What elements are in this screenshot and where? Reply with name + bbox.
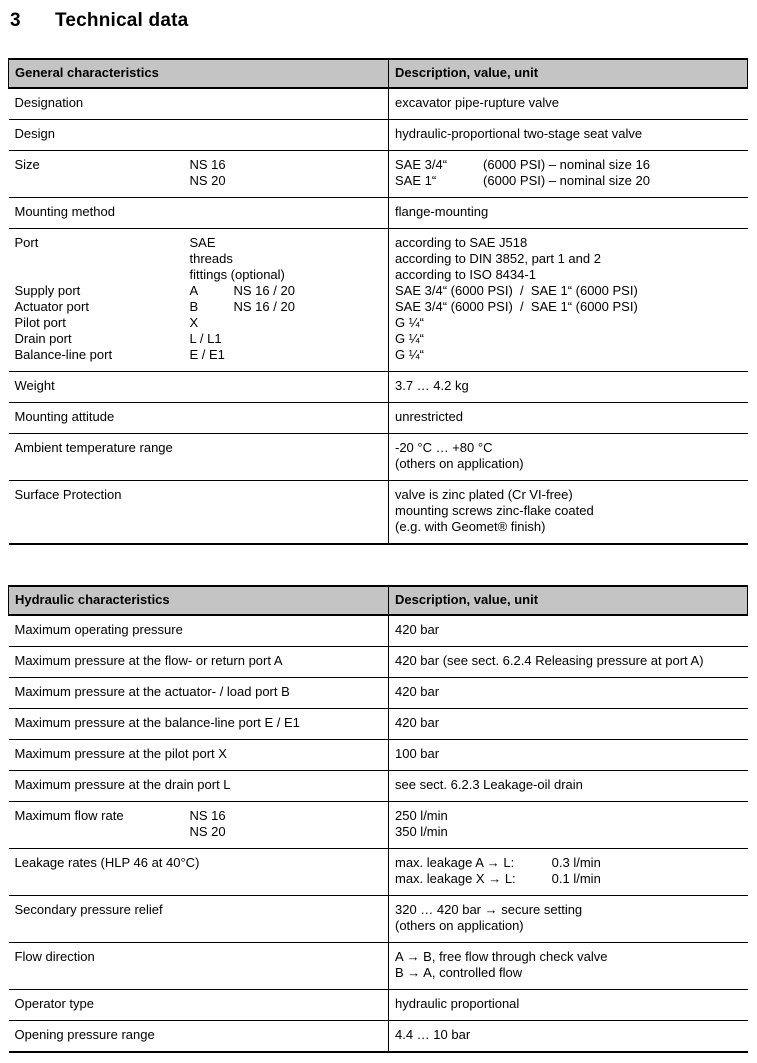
value-text: 420 bar — [395, 622, 440, 637]
row-value-cell — [389, 647, 748, 678]
row-value-lines — [395, 1027, 742, 1043]
row-label-line — [15, 331, 383, 347]
row-label-line — [15, 824, 383, 840]
table-row — [9, 615, 748, 647]
row-label-cell — [9, 647, 389, 678]
section-title: Technical data — [55, 10, 189, 31]
value-text: according to DIN 3852, part 1 and 2 — [395, 251, 601, 266]
row-value-lines — [395, 684, 742, 700]
value-text: 250 l/min — [395, 808, 448, 823]
row-label-cell — [9, 151, 389, 198]
row-label-cell — [9, 990, 389, 1021]
value-text: max. leakage X → L: — [395, 871, 516, 886]
table-row — [9, 151, 748, 198]
label-code: E / E1 — [189, 347, 225, 362]
row-label-line — [15, 173, 383, 189]
row-label-line — [15, 315, 383, 331]
label-code: A — [189, 283, 199, 298]
table-general-characteristics — [8, 58, 748, 545]
table-body — [9, 615, 748, 1052]
row-value-cell — [389, 943, 748, 990]
row-value-lines — [395, 95, 742, 111]
label-text: Pilot port — [14, 315, 66, 330]
row-value-cell — [389, 896, 748, 943]
row-label-cell — [9, 678, 389, 709]
value-text: -20 °C … +80 °C — [395, 440, 493, 455]
label-code: NS 20 — [189, 824, 226, 839]
label-text: Maximum flow rate — [14, 808, 124, 823]
row-label-line — [15, 251, 383, 267]
label-code: L / L1 — [189, 331, 222, 346]
row-value-cell — [389, 678, 748, 709]
label-text: Maximum operating pressure — [14, 622, 183, 637]
value-text: SAE 3/4“ (6000 PSI) / SAE 1“ (6000 PSI) — [395, 299, 638, 314]
row-label-line — [15, 299, 383, 315]
row-value-lines — [395, 715, 742, 731]
row-value-cell — [389, 1021, 748, 1053]
label-text: Opening pressure range — [14, 1027, 155, 1042]
table-hydraulic-characteristics — [8, 585, 748, 1053]
row-value-lines — [395, 996, 742, 1012]
value-text: mounting screws zinc-flake coated — [395, 503, 594, 518]
row-label-line — [15, 996, 383, 1012]
label-text: Design — [14, 126, 55, 141]
row-label-line — [15, 902, 383, 918]
label-text: Operator type — [14, 996, 94, 1011]
value-text: SAE 3/4“ — [395, 157, 448, 172]
table-row — [9, 943, 748, 990]
label-text — [15, 251, 190, 267]
label-code: threads — [189, 251, 233, 266]
table-row — [9, 678, 748, 709]
value-text: valve is zinc plated (Cr VI-free) — [395, 487, 573, 502]
row-label-line — [15, 487, 383, 503]
row-label-line — [15, 267, 383, 283]
label-text: Leakage rates (HLP 46 at 40°C) — [14, 855, 200, 870]
value-text: 420 bar — [395, 715, 440, 730]
table-row — [9, 740, 748, 771]
table-row — [9, 120, 748, 151]
row-value-cell — [389, 802, 748, 849]
value-amount: (6000 PSI) – nominal size 16 — [483, 157, 650, 172]
row-label-cell — [9, 88, 389, 120]
row-value-cell — [389, 615, 748, 647]
row-value-cell — [389, 198, 748, 229]
value-text: hydraulic-proportional two-stage seat valve — [395, 126, 643, 141]
table-row — [9, 88, 748, 120]
row-label-cell — [9, 372, 389, 403]
value-text: see sect. 6.2.3 Leakage-oil drain — [395, 777, 583, 792]
row-value-cell — [389, 481, 748, 545]
label-text: Ambient temperature range — [14, 440, 173, 455]
row-label-line — [15, 283, 383, 299]
value-text: max. leakage A → L: — [395, 855, 515, 870]
value-text: unrestricted — [395, 409, 463, 424]
row-value-lines — [395, 777, 742, 793]
row-value-cell — [389, 151, 748, 198]
label-code: fittings (optional) — [189, 267, 285, 282]
row-label-line — [15, 95, 383, 111]
table-body — [9, 88, 748, 544]
table-row — [9, 849, 748, 896]
label-code: NS 16 — [189, 157, 226, 172]
label-code: B — [189, 299, 199, 314]
page-title — [10, 10, 748, 32]
table-header-right: Description, value, unit — [389, 59, 748, 88]
label-text: Maximum pressure at the flow- or return port A — [14, 653, 283, 668]
table-header-left: General characteristics — [9, 59, 389, 88]
value-amount: 0.3 l/min — [551, 855, 601, 870]
tables-container — [8, 58, 748, 1053]
row-label-line — [15, 777, 383, 793]
label-text — [15, 824, 190, 840]
table-row — [9, 372, 748, 403]
value-text: A → B, free flow through check valve — [395, 949, 608, 964]
row-value-lines — [395, 204, 742, 220]
label-text — [15, 173, 190, 189]
value-text: 100 bar — [395, 746, 440, 761]
value-text: 350 l/min — [395, 824, 448, 839]
value-text: (e.g. with Geomet® finish) — [395, 519, 546, 534]
label-text: Balance-line port — [14, 347, 113, 362]
row-value-lines — [395, 949, 742, 981]
row-label-cell — [9, 771, 389, 802]
row-label-cell — [9, 434, 389, 481]
label-code: NS 16 — [189, 808, 226, 823]
table-header-right: Description, value, unit — [389, 586, 748, 615]
label-size: NS 16 / 20 — [233, 283, 295, 298]
row-value-lines — [395, 902, 742, 934]
row-label-cell — [9, 740, 389, 771]
row-value-lines — [395, 746, 742, 762]
row-label-line — [15, 808, 383, 824]
table-row — [9, 434, 748, 481]
value-text: G ¼“ — [395, 331, 424, 346]
value-text: according to SAE J518 — [395, 235, 528, 250]
table-row — [9, 896, 748, 943]
label-text: Maximum pressure at the pilot port X — [14, 746, 227, 761]
label-text: Secondary pressure relief — [14, 902, 163, 917]
table-row — [9, 647, 748, 678]
value-text: 3.7 … 4.2 kg — [395, 378, 469, 393]
label-text: Maximum pressure at the balance-line port E / E1 — [14, 715, 300, 730]
row-label-cell — [9, 120, 389, 151]
label-code: X — [189, 315, 199, 330]
row-value-lines — [395, 409, 742, 425]
value-text: G ¼“ — [395, 347, 424, 362]
row-label-cell — [9, 709, 389, 740]
row-label-line — [15, 715, 383, 731]
value-text: (others on application) — [395, 456, 524, 471]
value-text: SAE 1“ — [395, 173, 437, 188]
row-label-cell — [9, 403, 389, 434]
value-text: G ¼“ — [395, 315, 424, 330]
value-text: according to ISO 8434-1 — [395, 267, 536, 282]
row-label-line — [15, 622, 383, 638]
row-label-line — [15, 1027, 383, 1043]
value-text: 4.4 … 10 bar — [395, 1027, 471, 1042]
section-number: 3 — [10, 10, 21, 31]
value-text: (others on application) — [395, 918, 524, 933]
row-label-cell — [9, 229, 389, 372]
value-text: flange-mounting — [395, 204, 489, 219]
value-text: B → A, controlled flow — [395, 965, 523, 980]
table-row — [9, 802, 748, 849]
label-text: Weight — [14, 378, 55, 393]
row-value-lines — [395, 808, 742, 840]
row-value-cell — [389, 229, 748, 372]
table-row — [9, 198, 748, 229]
row-value-cell — [389, 434, 748, 481]
value-text: hydraulic proportional — [395, 996, 520, 1011]
row-value-cell — [389, 990, 748, 1021]
row-value-lines — [395, 440, 742, 472]
row-label-line — [15, 440, 383, 456]
value-text: 320 … 420 bar → secure setting — [395, 902, 583, 917]
table-header-row — [9, 59, 748, 88]
value-text: SAE 3/4“ (6000 PSI) / SAE 1“ (6000 PSI) — [395, 283, 638, 298]
label-text — [15, 267, 190, 283]
row-label-line — [15, 235, 383, 251]
label-text: Maximum pressure at the drain port L — [14, 777, 231, 792]
table-row — [9, 990, 748, 1021]
row-label-line — [15, 746, 383, 762]
row-value-cell — [389, 709, 748, 740]
row-label-line — [15, 347, 383, 363]
table-row — [9, 481, 748, 545]
value-amount: 0.1 l/min — [551, 871, 601, 886]
label-text: Mounting method — [14, 204, 115, 219]
row-label-cell — [9, 943, 389, 990]
label-text: Flow direction — [14, 949, 95, 964]
label-text: Drain port — [14, 331, 72, 346]
row-label-line — [15, 684, 383, 700]
label-text: Surface Protection — [14, 487, 122, 502]
row-label-line — [15, 157, 383, 173]
row-value-cell — [389, 849, 748, 896]
label-text: Maximum pressure at the actuator- / load port B — [14, 684, 290, 699]
row-value-cell — [389, 372, 748, 403]
table-row — [9, 1021, 748, 1053]
table-row — [9, 771, 748, 802]
row-label-line — [15, 378, 383, 394]
row-label-cell — [9, 802, 389, 849]
label-code: SAE — [189, 235, 216, 250]
row-label-cell — [9, 615, 389, 647]
row-label-line — [15, 855, 383, 871]
label-text: Actuator port — [14, 299, 89, 314]
row-value-lines — [395, 126, 742, 142]
row-label-cell — [9, 198, 389, 229]
row-label-line — [15, 653, 383, 669]
table-row — [9, 229, 748, 372]
table-row — [9, 403, 748, 434]
row-label-line — [15, 949, 383, 965]
row-value-lines — [395, 235, 742, 363]
row-label-line — [15, 409, 383, 425]
value-text: 420 bar — [395, 684, 440, 699]
row-value-cell — [389, 120, 748, 151]
label-text: Designation — [14, 95, 84, 110]
label-code: NS 20 — [189, 173, 226, 188]
row-value-lines — [395, 653, 742, 669]
row-value-cell — [389, 403, 748, 434]
row-label-line — [15, 126, 383, 142]
row-value-lines — [395, 622, 742, 638]
label-text: Port — [14, 235, 39, 250]
label-text: Size — [14, 157, 40, 172]
row-label-cell — [9, 481, 389, 545]
row-label-cell — [9, 1021, 389, 1053]
label-text: Mounting attitude — [14, 409, 115, 424]
value-amount: (6000 PSI) – nominal size 20 — [483, 173, 650, 188]
row-value-lines — [395, 855, 742, 887]
row-value-cell — [389, 88, 748, 120]
row-label-cell — [9, 849, 389, 896]
row-value-cell — [389, 740, 748, 771]
table-header-left: Hydraulic characteristics — [9, 586, 389, 615]
row-value-lines — [395, 157, 742, 189]
row-value-lines — [395, 487, 742, 535]
row-value-lines — [395, 378, 742, 394]
label-text: Supply port — [14, 283, 81, 298]
value-text: 420 bar (see sect. 6.2.4 Releasing pressure at port A) — [395, 653, 704, 668]
table-header-row — [9, 586, 748, 615]
label-size: NS 16 / 20 — [233, 299, 295, 314]
row-value-cell — [389, 771, 748, 802]
table-row — [9, 709, 748, 740]
value-text: excavator pipe-rupture valve — [395, 95, 560, 110]
row-label-line — [15, 204, 383, 220]
row-label-cell — [9, 896, 389, 943]
